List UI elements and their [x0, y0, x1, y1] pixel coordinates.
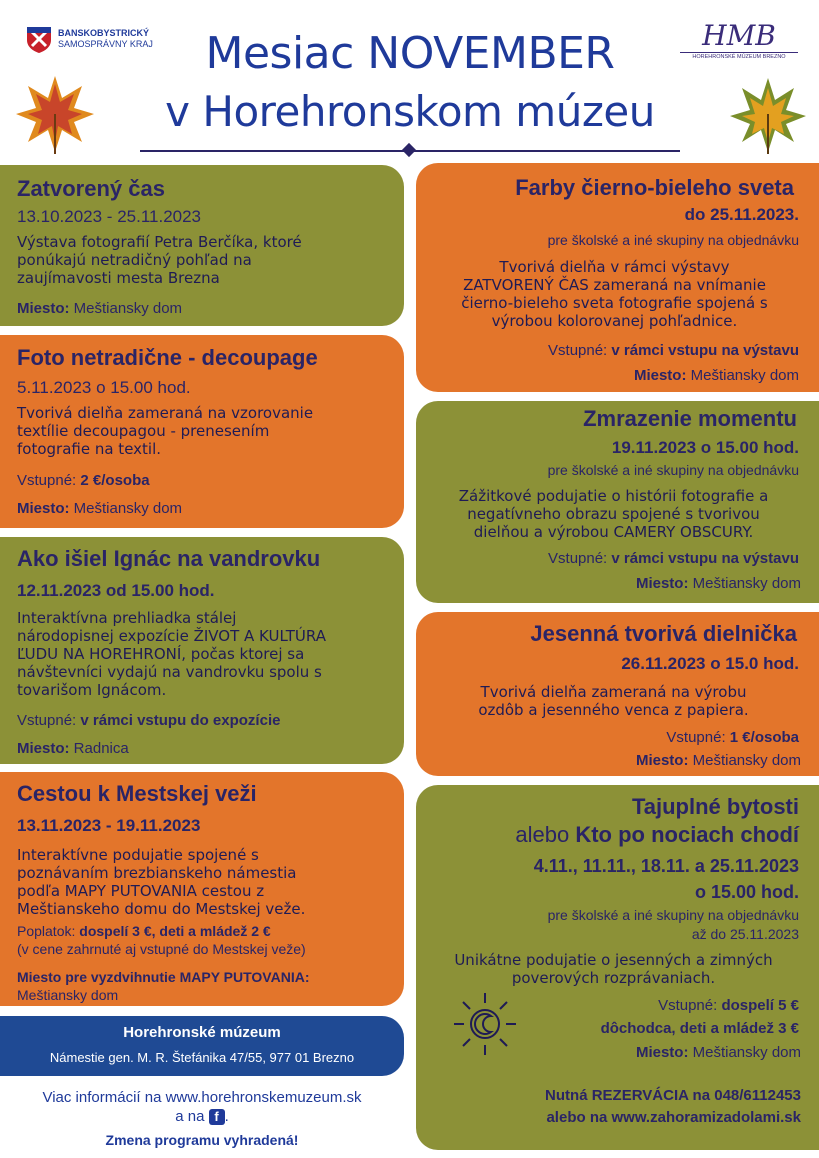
event-card-zmrazenie-momentu [416, 401, 819, 603]
event-title: Foto netradične - decoupage [17, 345, 318, 370]
event-title: Ako išiel Ignác na vandrovku [17, 546, 321, 571]
place-value: Radnica [73, 740, 129, 757]
place-value: Meštiansky dom [690, 367, 799, 384]
change-note: Zmena programu vyhradená! [105, 1132, 299, 1148]
fee-label: Vstupné: [17, 472, 77, 489]
description-line: tovarišom Ignácom. [17, 681, 167, 699]
description-line: poznávaním brezbianskeho námestia [17, 864, 297, 882]
subtitle-prefix: alebo [515, 822, 570, 847]
fee-label: Vstupné: [17, 712, 77, 729]
event-title: Tajuplné bytosti [631, 794, 799, 819]
description-line: ponúkajú netradičný pohľad na [17, 251, 252, 269]
description-line: Meštianskeho domu do Mestskej veže. [17, 900, 306, 918]
header-divider-diamond-icon [402, 143, 416, 157]
event-place [636, 574, 801, 594]
fee-label: Vstupné: [658, 997, 718, 1014]
description-line: fotografie na textil. [17, 440, 162, 458]
fee-value: 1 €/osoba [729, 729, 799, 746]
description-line: výrobou kolorovanej pohľadnice. [491, 312, 738, 330]
fee-value: v rámci vstupu na výstavu [611, 550, 799, 567]
description-line: podľa MAPY PUTOVANIA cestou z [17, 882, 265, 900]
event-description [428, 258, 801, 330]
description-line: Tvorivá dielňa zameraná na vzorovanie [17, 404, 314, 422]
subtitle-text: Kto po nociach chodí [575, 822, 799, 847]
place-value: Meštiansky dom [17, 987, 119, 1003]
place-label: Miesto: [17, 740, 70, 757]
event-description [426, 487, 801, 541]
event-date: 26.11.2023 o 15.0 hod. [621, 654, 799, 673]
museum-address: Námestie gen. M. R. Štefánika 47/55, 977 01 Brezno [49, 1050, 355, 1065]
museum-name: Horehronské múzeum [123, 1024, 281, 1041]
event-groups [548, 906, 799, 944]
event-title: Cestou k Mestskej veži [17, 781, 257, 806]
event-groups: pre školské a iné skupiny na objednávku [547, 232, 799, 248]
event-date: 13.10.2023 - 25.11.2023 [17, 207, 202, 226]
place-label: Miesto: [635, 1044, 689, 1061]
event-description [17, 233, 397, 287]
event-date: 5.11.2023 o 15.00 hod. [17, 378, 191, 397]
event-card-foto-netradicne [0, 335, 404, 528]
event-title: Zmrazenie momentu [583, 406, 797, 431]
event-place [17, 739, 129, 759]
place-label: Miesto: [17, 300, 70, 317]
description-line: poverových rozprávaniach. [511, 969, 716, 987]
event-fee [548, 341, 799, 361]
event-date: 13.11.2023 - 19.11.2023 [17, 816, 201, 835]
description-line: ZATVORENÝ ČAS zameraná na vnímanie [463, 276, 766, 294]
description-line: Výstava fotografií Petra Berčíka, ktoré [17, 233, 302, 251]
place-value: Meštiansky dom [692, 575, 801, 592]
event-card-tajuplne-bytosti [416, 785, 819, 1150]
event-card-jesenna-tvoriva-dielnicka [416, 612, 819, 776]
event-description [426, 951, 801, 987]
event-date: do 25.11.2023. [684, 205, 799, 224]
event-place [636, 1043, 801, 1063]
region-crest-icon [26, 26, 52, 54]
description-line: Tvorivá dielňa zameraná na výrobu [480, 683, 747, 701]
place-value: Meštiansky dom [692, 752, 801, 769]
event-fee [601, 996, 799, 1039]
place-label: Miesto: [633, 367, 687, 384]
event-date: 19.11.2023 o 15.00 hod. [611, 438, 799, 457]
fee-label: Vstupné: [548, 550, 608, 567]
event-place [636, 751, 801, 771]
page-title-line1: Mesiac NOVEMBER [205, 28, 615, 79]
more-info-facebook: a na f . [175, 1108, 229, 1125]
fee-note: (v cene zahrnuté aj vstupné do Mestskej veže) [17, 941, 306, 957]
event-time: o 15.00 hod. [694, 882, 799, 902]
sun-moon-icon [450, 989, 520, 1059]
more-info [0, 1088, 404, 1126]
reservation-info [545, 1085, 801, 1129]
event-description [426, 683, 801, 719]
fee-value: v rámci vstupu na výstavu [611, 342, 799, 359]
fee-label: Vstupné: [666, 729, 726, 746]
description-line: čierno-bieleho sveta fotografie spojená s [461, 294, 768, 312]
description-line: ĽUDU NA HOREHRONÍ, počas ktorej sa [17, 645, 305, 663]
event-fee [666, 728, 799, 748]
groups-line: pre školské a iné skupiny na objednávku [547, 907, 799, 923]
facebook-icon[interactable]: f [209, 1109, 225, 1125]
more-info-facebook-text: a na [175, 1108, 205, 1125]
fee-value-reduced: dôchodca, deti a mládež 3 € [600, 1020, 799, 1037]
event-description [17, 404, 397, 458]
event-fee [17, 471, 150, 491]
event-place [17, 968, 310, 1004]
fee-value: 2 €/osoba [80, 472, 150, 489]
place-value: Meštiansky dom [692, 1044, 801, 1061]
event-place [17, 299, 182, 319]
place-label: Miesto: [635, 752, 689, 769]
event-dates: 4.11., 11.11., 18.11. a 25.11.2023 [533, 856, 799, 876]
description-line: národopisnej expozície ŽIVOT A KULTÚRA [17, 627, 326, 645]
event-description [17, 609, 401, 699]
event-subtitle [515, 822, 799, 848]
event-title: Zatvorený čas [17, 176, 165, 201]
event-place [17, 499, 182, 519]
fee-label: Vstupné: [548, 342, 608, 359]
autumn-leaf-left-icon [12, 70, 98, 156]
description-line: Tvorivá dielňa v rámci výstavy [499, 258, 730, 276]
place-value: Meštiansky dom [73, 300, 183, 317]
museum-address-box [0, 1016, 404, 1076]
description-line: Interaktívne podujatie spojené s [17, 846, 259, 864]
groups-line: až do 25.11.2023 [691, 926, 799, 942]
fee-value: dospelí 3 €, deti a mládež 2 € [79, 923, 271, 939]
event-fee [17, 922, 306, 958]
museum-logo-caption: HOREHRONSKÉ MÚZEUM BREZNO [680, 52, 798, 60]
more-info-website[interactable]: Viac informácií na www.horehronskemuzeum.sk [42, 1089, 362, 1106]
event-card-ako-isiel-ignac [0, 537, 404, 764]
fee-label: Poplatok: [17, 923, 76, 939]
event-card-zatvoreny-cas [0, 165, 404, 326]
page-title-line2: v Horehronskom múzeu [165, 87, 655, 136]
event-groups: pre školské a iné skupiny na objednávku [547, 462, 799, 478]
fee-value-adults: dospelí 5 € [721, 997, 799, 1014]
event-description [17, 846, 401, 918]
place-label: Miesto pre vyzdvihnutie MAPY PUTOVANIA: [17, 969, 310, 985]
reservation-website[interactable]: alebo na www.zahoramizadolami.sk [546, 1109, 801, 1126]
description-line: Unikátne podujatie o jesenných a zimných [454, 951, 773, 969]
region-name-line1: BANSKOBYSTRICKÝ [58, 28, 150, 38]
description-line: Zážitkové podujatie o histórii fotografie a [458, 487, 769, 505]
event-date: 12.11.2023 od 15.00 hod. [17, 581, 215, 600]
description-line: negatívneho obrazu spojené s tvorivou [467, 505, 760, 523]
description-line: zaujímavosti mesta Brezna [17, 269, 220, 287]
reservation-phone[interactable]: Nutná REZERVÁCIA na 048/6112453 [545, 1087, 801, 1104]
event-card-cestou-k-mestskej-vezi [0, 772, 404, 1006]
place-label: Miesto: [635, 575, 689, 592]
place-value: Meštiansky dom [73, 500, 183, 517]
description-line: textílie decoupagou - prenesením [17, 422, 270, 440]
place-label: Miesto: [17, 500, 70, 517]
description-line: ozdôb a jesenného venca z papiera. [478, 701, 749, 719]
museum-logo-mark: HMB [702, 19, 776, 52]
event-card-farby-cierno-bieleho-sveta [416, 163, 819, 392]
fee-value: v rámci vstupu do expozície [80, 712, 281, 729]
event-title: Jesenná tvorivá dielnička [530, 621, 797, 646]
event-fee [17, 711, 280, 731]
description-line: návštevníci vydajú na vandrovku spolu s [17, 663, 322, 681]
event-place [634, 366, 799, 386]
region-name-line2: SAMOSPRÁVNY KRAJ [58, 39, 153, 49]
description-line: dielňou a výrobou CAMERY OBSCURY. [473, 523, 754, 541]
museum-logo [680, 19, 798, 64]
autumn-leaf-right-icon [728, 74, 808, 154]
description-line: Interaktívna prehliadka stálej [17, 609, 237, 627]
event-title: Farby čierno-bieleho sveta [515, 175, 794, 200]
event-fee [548, 549, 799, 569]
